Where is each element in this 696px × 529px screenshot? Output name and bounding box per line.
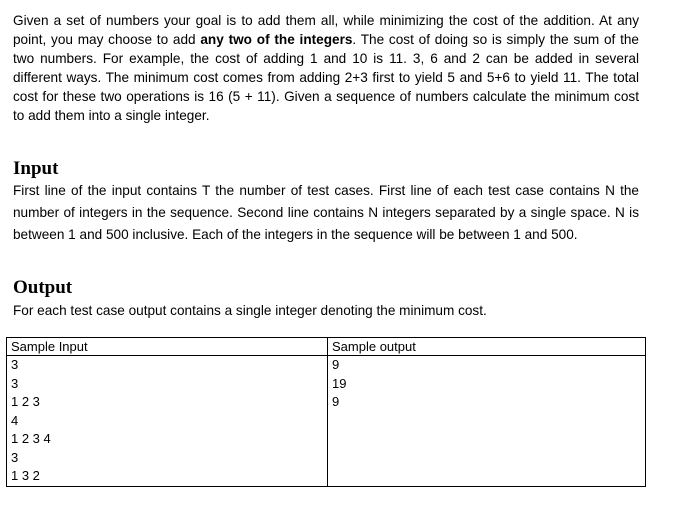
sample-input-line: 1 2 3 (11, 394, 40, 409)
statement-part-2: . The cost of doing so is simply the sum of the two numbers. For example, the cost of adding 1 and 10 is 11. 3, 6 and 2 can be added in several different ways. The minimum cost comes from adding 2+3 first to yield 5 and 5+6 to yield 11. The total cost for these two operations is 16 (5 + 11). Given a sequence of numbers calculate the minimum cost to add them into a single integer. (13, 32, 639, 123)
input-description: First line of the input contains T the number of test cases. First line of each test case contains N the number of integers in the sequence. Second line contains N integers separated by a single space. N is between 1 and 500 inclusive. Each of the integers in the sequence will be between 1 and 500. (13, 183, 639, 242)
sample-output-line: 19 (332, 375, 347, 391)
sample-input-line: 4 (11, 412, 19, 428)
statement-part-1: Given a set of numbers your goal is to add them all, while minimizing the cost of the addition. At any point, you may choose to add (13, 13, 639, 47)
sample-output-line: 9 (332, 394, 340, 409)
sample-table (6, 337, 646, 487)
sample-output-header: Sample output (328, 338, 646, 356)
sample-output-cell (328, 356, 646, 487)
output-heading: Output (13, 277, 73, 298)
problem-statement (13, 11, 639, 125)
sample-input-line: 1 3 2 (11, 468, 40, 483)
sample-input-line: 1 2 3 4 (11, 431, 51, 446)
sample-output-line: 9 (332, 357, 340, 372)
sample-input-cell (7, 356, 328, 487)
output-description: For each test case output contains a single integer denoting the minimum cost. (13, 303, 487, 318)
sample-input-line: 3 (11, 375, 19, 391)
sample-input-header: Sample Input (7, 338, 328, 356)
input-heading: Input (13, 158, 59, 179)
sample-input-line: 3 (11, 449, 19, 465)
sample-input-line: 3 (11, 357, 19, 372)
statement-bold: any two of the integers (200, 32, 353, 47)
